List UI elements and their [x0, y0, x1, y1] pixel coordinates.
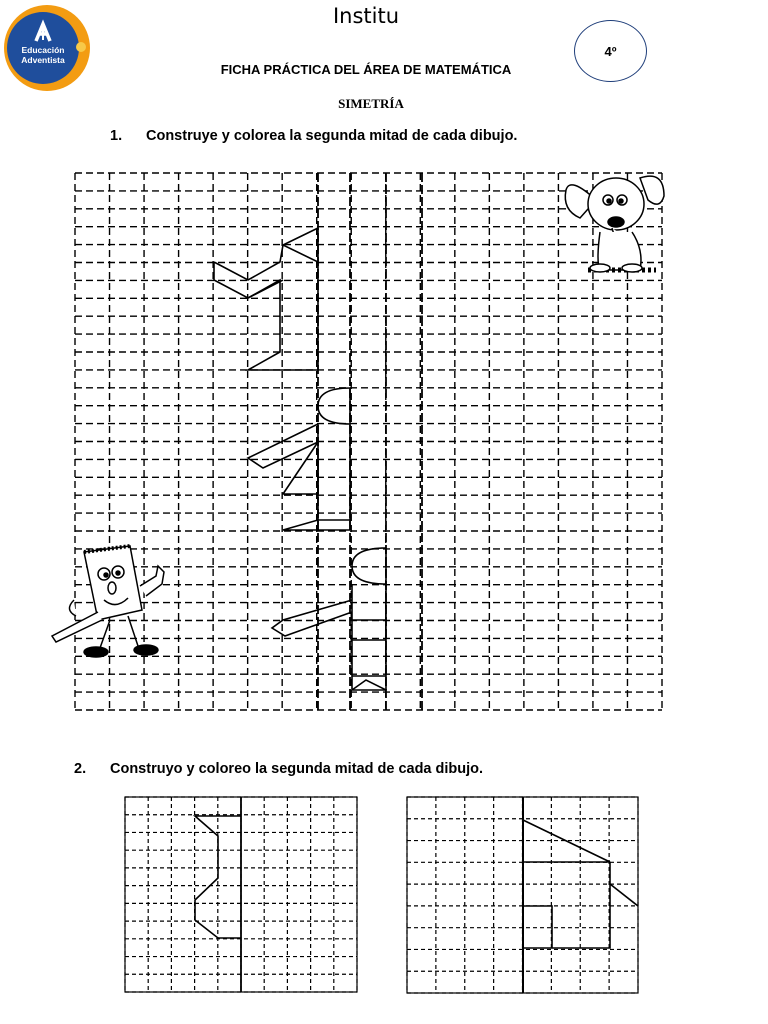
question-2-number: 2.: [74, 761, 87, 777]
logo-line1: Educación: [21, 45, 65, 55]
logo-line2: Adventista: [21, 55, 65, 65]
question-1-text: Construye y colorea la segunda mitad de cada dibujo.: [146, 128, 518, 144]
worksheet-title: FICHA PRÁCTICA DEL ÁREA DE MATEMÁTICA: [220, 62, 512, 77]
grade-badge: 4º: [574, 20, 647, 82]
question-1-number: 1.: [110, 128, 123, 144]
worksheet-subtitle: SIMETRÍA: [338, 96, 404, 111]
question-2-text: Construyo y coloreo la segunda mitad de cada dibujo.: [110, 761, 484, 777]
institution-name: Institu: [332, 4, 400, 28]
